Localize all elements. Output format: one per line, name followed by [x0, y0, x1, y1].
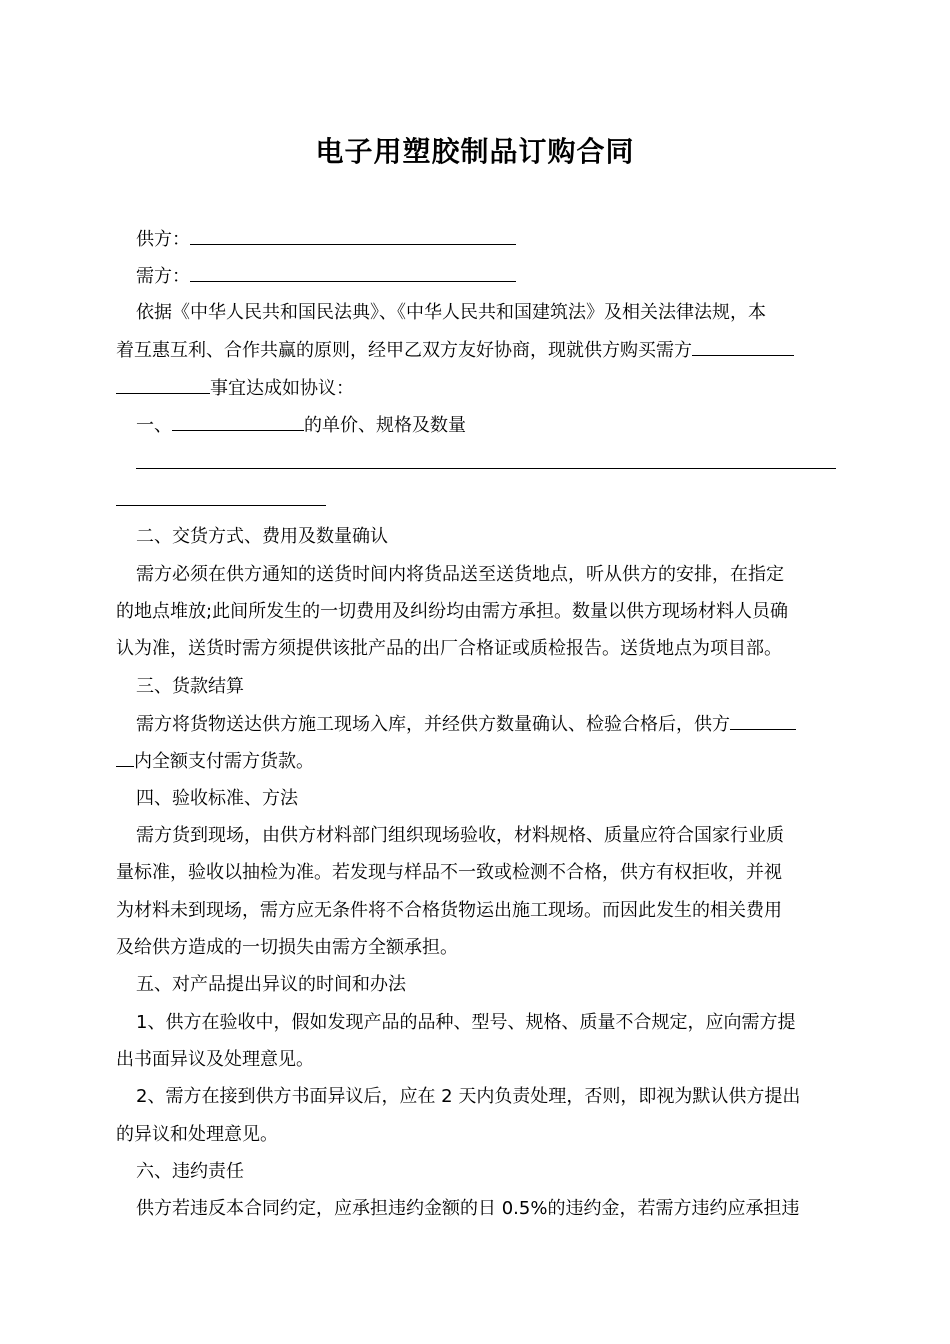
section-3-line-1-text: 需方将货物送达供方施工现场入库，并经供方数量确认、检验合格后，供方	[136, 714, 730, 735]
section-3-heading: 三、货款结算	[136, 676, 244, 697]
section-2-heading: 二、交货方式、费用及数量确认	[136, 526, 388, 547]
section-6-line-1: 供方若违反本合同约定，应承担违约金额的日 0.5%的违约金，若需方违约应承担违	[136, 1198, 800, 1219]
section-4-line-2: 量标准，验收以抽检为准。若发现与样品不一致或检测不合格，供方有权拒收，并视	[116, 862, 782, 883]
supplier-blank[interactable]	[190, 226, 516, 245]
purchase-item-blank[interactable]	[692, 337, 794, 356]
section-2-line-3: 认为准，送货时需方须提供该批产品的出厂合格证或质检报告。送货地点为项目部。	[116, 638, 782, 659]
section-1-heading	[136, 412, 836, 439]
section-6-heading: 六、违约责任	[136, 1161, 244, 1182]
section-1-suffix: 的单价、规格及数量	[304, 415, 466, 436]
section-1-fill-line-1	[136, 450, 836, 477]
supplier-line	[136, 226, 836, 253]
payment-term-blank[interactable]	[730, 711, 796, 730]
section-1-blank-2[interactable]	[116, 487, 326, 506]
section-1-prefix: 一、	[136, 415, 172, 436]
intro-line-1: 依据《中华人民共和国民法典》、《中华人民共和国建筑法》及相关法律法规，本	[136, 302, 766, 323]
section-3-line-1	[136, 711, 836, 738]
buyer-blank[interactable]	[190, 263, 516, 282]
section-4-heading: 四、验收标准、方法	[136, 788, 298, 809]
intro-line-3	[116, 375, 836, 402]
section-5-item-2-line-2: 的异议和处理意见。	[116, 1124, 278, 1145]
section-5-item-1-line-1: 1、供方在验收中，假如发现产品的品种、型号、规格、质量不合规定，应向需方提	[136, 1012, 796, 1033]
intro-line-2-text: 着互惠互利、合作共赢的原则，经甲乙双方友好协商，现就供方购买需方	[116, 340, 692, 361]
document-title: 电子用塑胶制品订购合同	[315, 135, 635, 168]
section-5-heading: 五、对产品提出异议的时间和办法	[136, 974, 406, 995]
buyer-label: 需方：	[136, 266, 190, 287]
section-3-line-2-text: 内全额支付需方货款。	[134, 751, 314, 772]
section-1-fill-line-2	[116, 487, 836, 514]
payment-term-blank-cont[interactable]	[116, 748, 134, 767]
product-name-blank[interactable]	[172, 412, 304, 431]
intro-line-2	[116, 337, 836, 364]
buyer-line	[136, 263, 836, 290]
purchase-item-blank-cont[interactable]	[116, 375, 210, 394]
section-4-line-3: 为材料未到现场，需方应无条件将不合格货物运出施工现场。而因此发生的相关费用	[116, 900, 782, 921]
section-3-line-2	[116, 748, 836, 775]
section-5-item-1-line-2: 出书面异议及处理意见。	[116, 1049, 314, 1070]
intro-line-3-text: 事宜达成如协议：	[210, 378, 354, 399]
section-5-item-2-line-1: 2、需方在接到供方书面异议后，应在 2 天内负责处理，否则，即视为默认供方提出	[136, 1086, 801, 1107]
section-2-line-2: 的地点堆放;此间所发生的一切费用及纠纷均由需方承担。数量以供方现场材料人员确	[116, 601, 789, 622]
supplier-label: 供方：	[136, 229, 190, 250]
section-4-line-4: 及给供方造成的一切损失由需方全额承担。	[116, 937, 458, 958]
section-2-line-1: 需方必须在供方通知的送货时间内将货品送至送货地点，听从供方的安排，在指定	[136, 564, 784, 585]
section-4-line-1: 需方货到现场，由供方材料部门组织现场验收，材料规格、质量应符合国家行业质	[136, 825, 784, 846]
section-1-blank-1[interactable]	[136, 450, 836, 469]
